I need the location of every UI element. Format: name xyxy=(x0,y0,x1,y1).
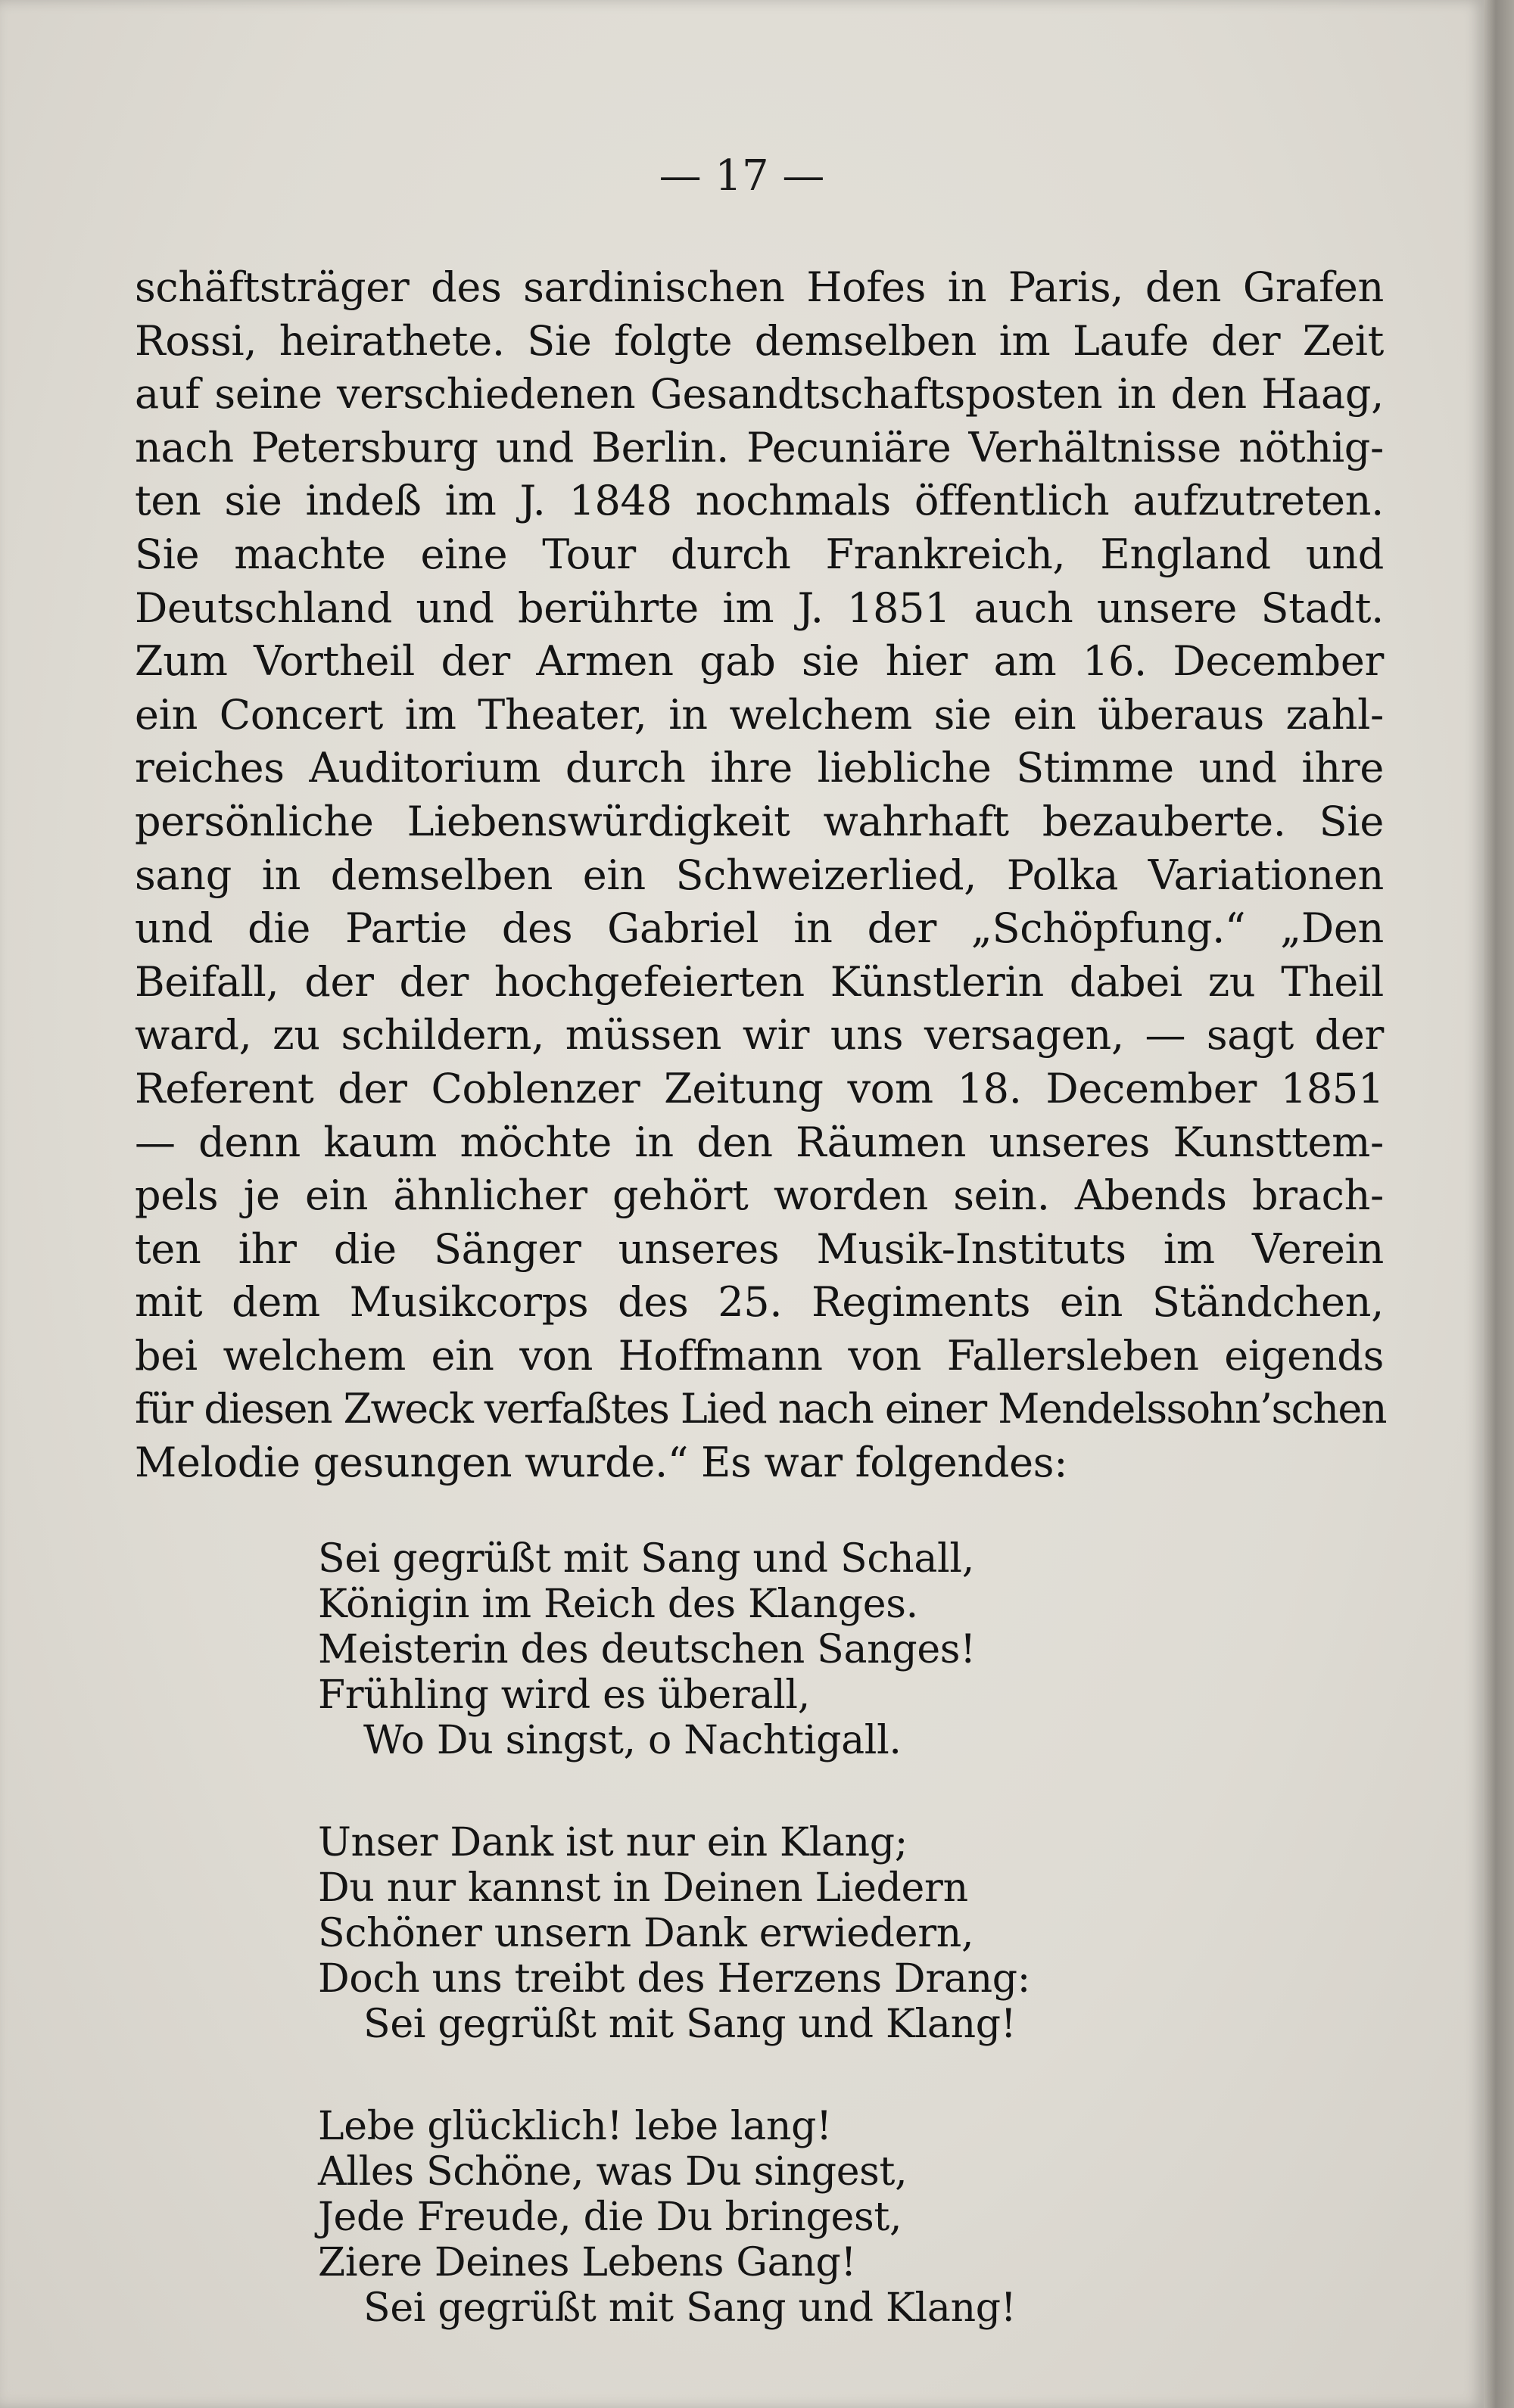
verse-line: Alles Schöne, was Du singest, xyxy=(318,2149,908,2195)
prose-line: pels je ein ähnlicher gehört worden sein. Abends brach- xyxy=(135,1171,1384,1220)
verse-line: Ziere Deines Lebens Gang! xyxy=(318,2240,857,2285)
verse-line: Jede Freude, die Du bringest, xyxy=(318,2195,902,2240)
prose-line: Referent der Coblenzer Zeitung vom 18. December 1851 xyxy=(135,1064,1384,1112)
verse-line: Schöner unsern Dank erwiedern, xyxy=(318,1911,974,1956)
verse-line: Wo Du singst, o Nachtigall. xyxy=(363,1718,902,1763)
page-number: — 17 — xyxy=(659,151,825,201)
verse-line: Meisterin des deutschen Sanges! xyxy=(318,1627,976,1672)
prose-line: ten sie indeß im J. 1848 nochmals öffentlich aufzutreten. xyxy=(135,477,1384,525)
verse-line: Königin im Reich des Klanges. xyxy=(318,1582,918,1627)
verse-line: Sei gegrüßt mit Sang und Schall, xyxy=(318,1536,974,1582)
prose-line: und die Partie des Gabriel in der „Schöpfung.“ „Den xyxy=(135,904,1384,953)
prose-line: ten ihr die Sänger unseres Musik-Instituts im Verein xyxy=(135,1224,1384,1273)
prose-line: ein Concert im Theater, in welchem sie ein überaus zahl- xyxy=(135,690,1384,739)
verse-line: Frühling wird es überall, xyxy=(318,1672,810,1718)
prose-line: reiches Auditorium durch ihre liebliche Stimme und ihre xyxy=(135,744,1384,792)
prose-line: persönliche Liebenswürdigkeit wahrhaft bezauberte. Sie xyxy=(135,797,1384,845)
poem-stanza-1 xyxy=(318,1536,976,1763)
prose-line: Beifall, der der hochgefeierten Künstlerin dabei zu Theil xyxy=(135,957,1384,1006)
prose-line: Rossi, heirathete. Sie folgte demselben im Laufe der Zeit xyxy=(135,316,1384,365)
verse-line: Unser Dank ist nur ein Klang; xyxy=(318,1820,908,1865)
prose-line: Melodie gesungen wurde.“ Es war folgendes: xyxy=(135,1439,1068,1487)
book-binding-edge xyxy=(1484,0,1514,2408)
prose-line: ward, zu schildern, müssen wir uns versagen, — sagt der xyxy=(135,1011,1384,1059)
prose-line: nach Petersburg und Berlin. Pecuniäre Verhältnisse nöthig- xyxy=(135,423,1384,471)
prose-line: bei welchem ein von Hoffmann von Fallersleben eigends xyxy=(135,1331,1384,1380)
verse-line: Sei gegrüßt mit Sang und Klang! xyxy=(363,2002,1017,2047)
prose-line: — denn kaum möchte in den Räumen unseres Kunsttem- xyxy=(135,1118,1384,1166)
prose-line: schäftsträger des sardinischen Hofes in Paris, den Grafen xyxy=(135,263,1384,311)
prose-line: für diesen Zweck verfaßtes Lied nach einer Mendelssohn’schen xyxy=(135,1385,1386,1433)
verse-line: Doch uns treibt des Herzens Drang: xyxy=(318,1956,1030,2002)
verse-line: Lebe glücklich! lebe lang! xyxy=(318,2104,832,2149)
verse-line: Sei gegrüßt mit Sang und Klang! xyxy=(363,2285,1017,2331)
prose-line: Deutschland und berührte im J. 1851 auch unsere Stadt. xyxy=(135,583,1384,632)
prose-line: sang in demselben ein Schweizerlied, Polka Variationen xyxy=(135,851,1384,899)
prose-line: auf seine verschiedenen Gesandtschaftsposten in den Haag, xyxy=(135,370,1384,418)
poem-stanza-3 xyxy=(318,2104,1016,2331)
prose-line: mit dem Musikcorps des 25. Regiments ein Ständchen, xyxy=(135,1278,1384,1327)
verse-line: Du nur kannst in Deinen Liedern xyxy=(318,1865,968,1911)
prose-line: Sie machte eine Tour durch Frankreich, England und xyxy=(135,530,1384,578)
prose-line: Zum Vortheil der Armen gab sie hier am 16. December xyxy=(135,637,1384,686)
prose-paragraph xyxy=(135,261,1384,1490)
poem-stanza-2 xyxy=(318,1820,1030,2047)
